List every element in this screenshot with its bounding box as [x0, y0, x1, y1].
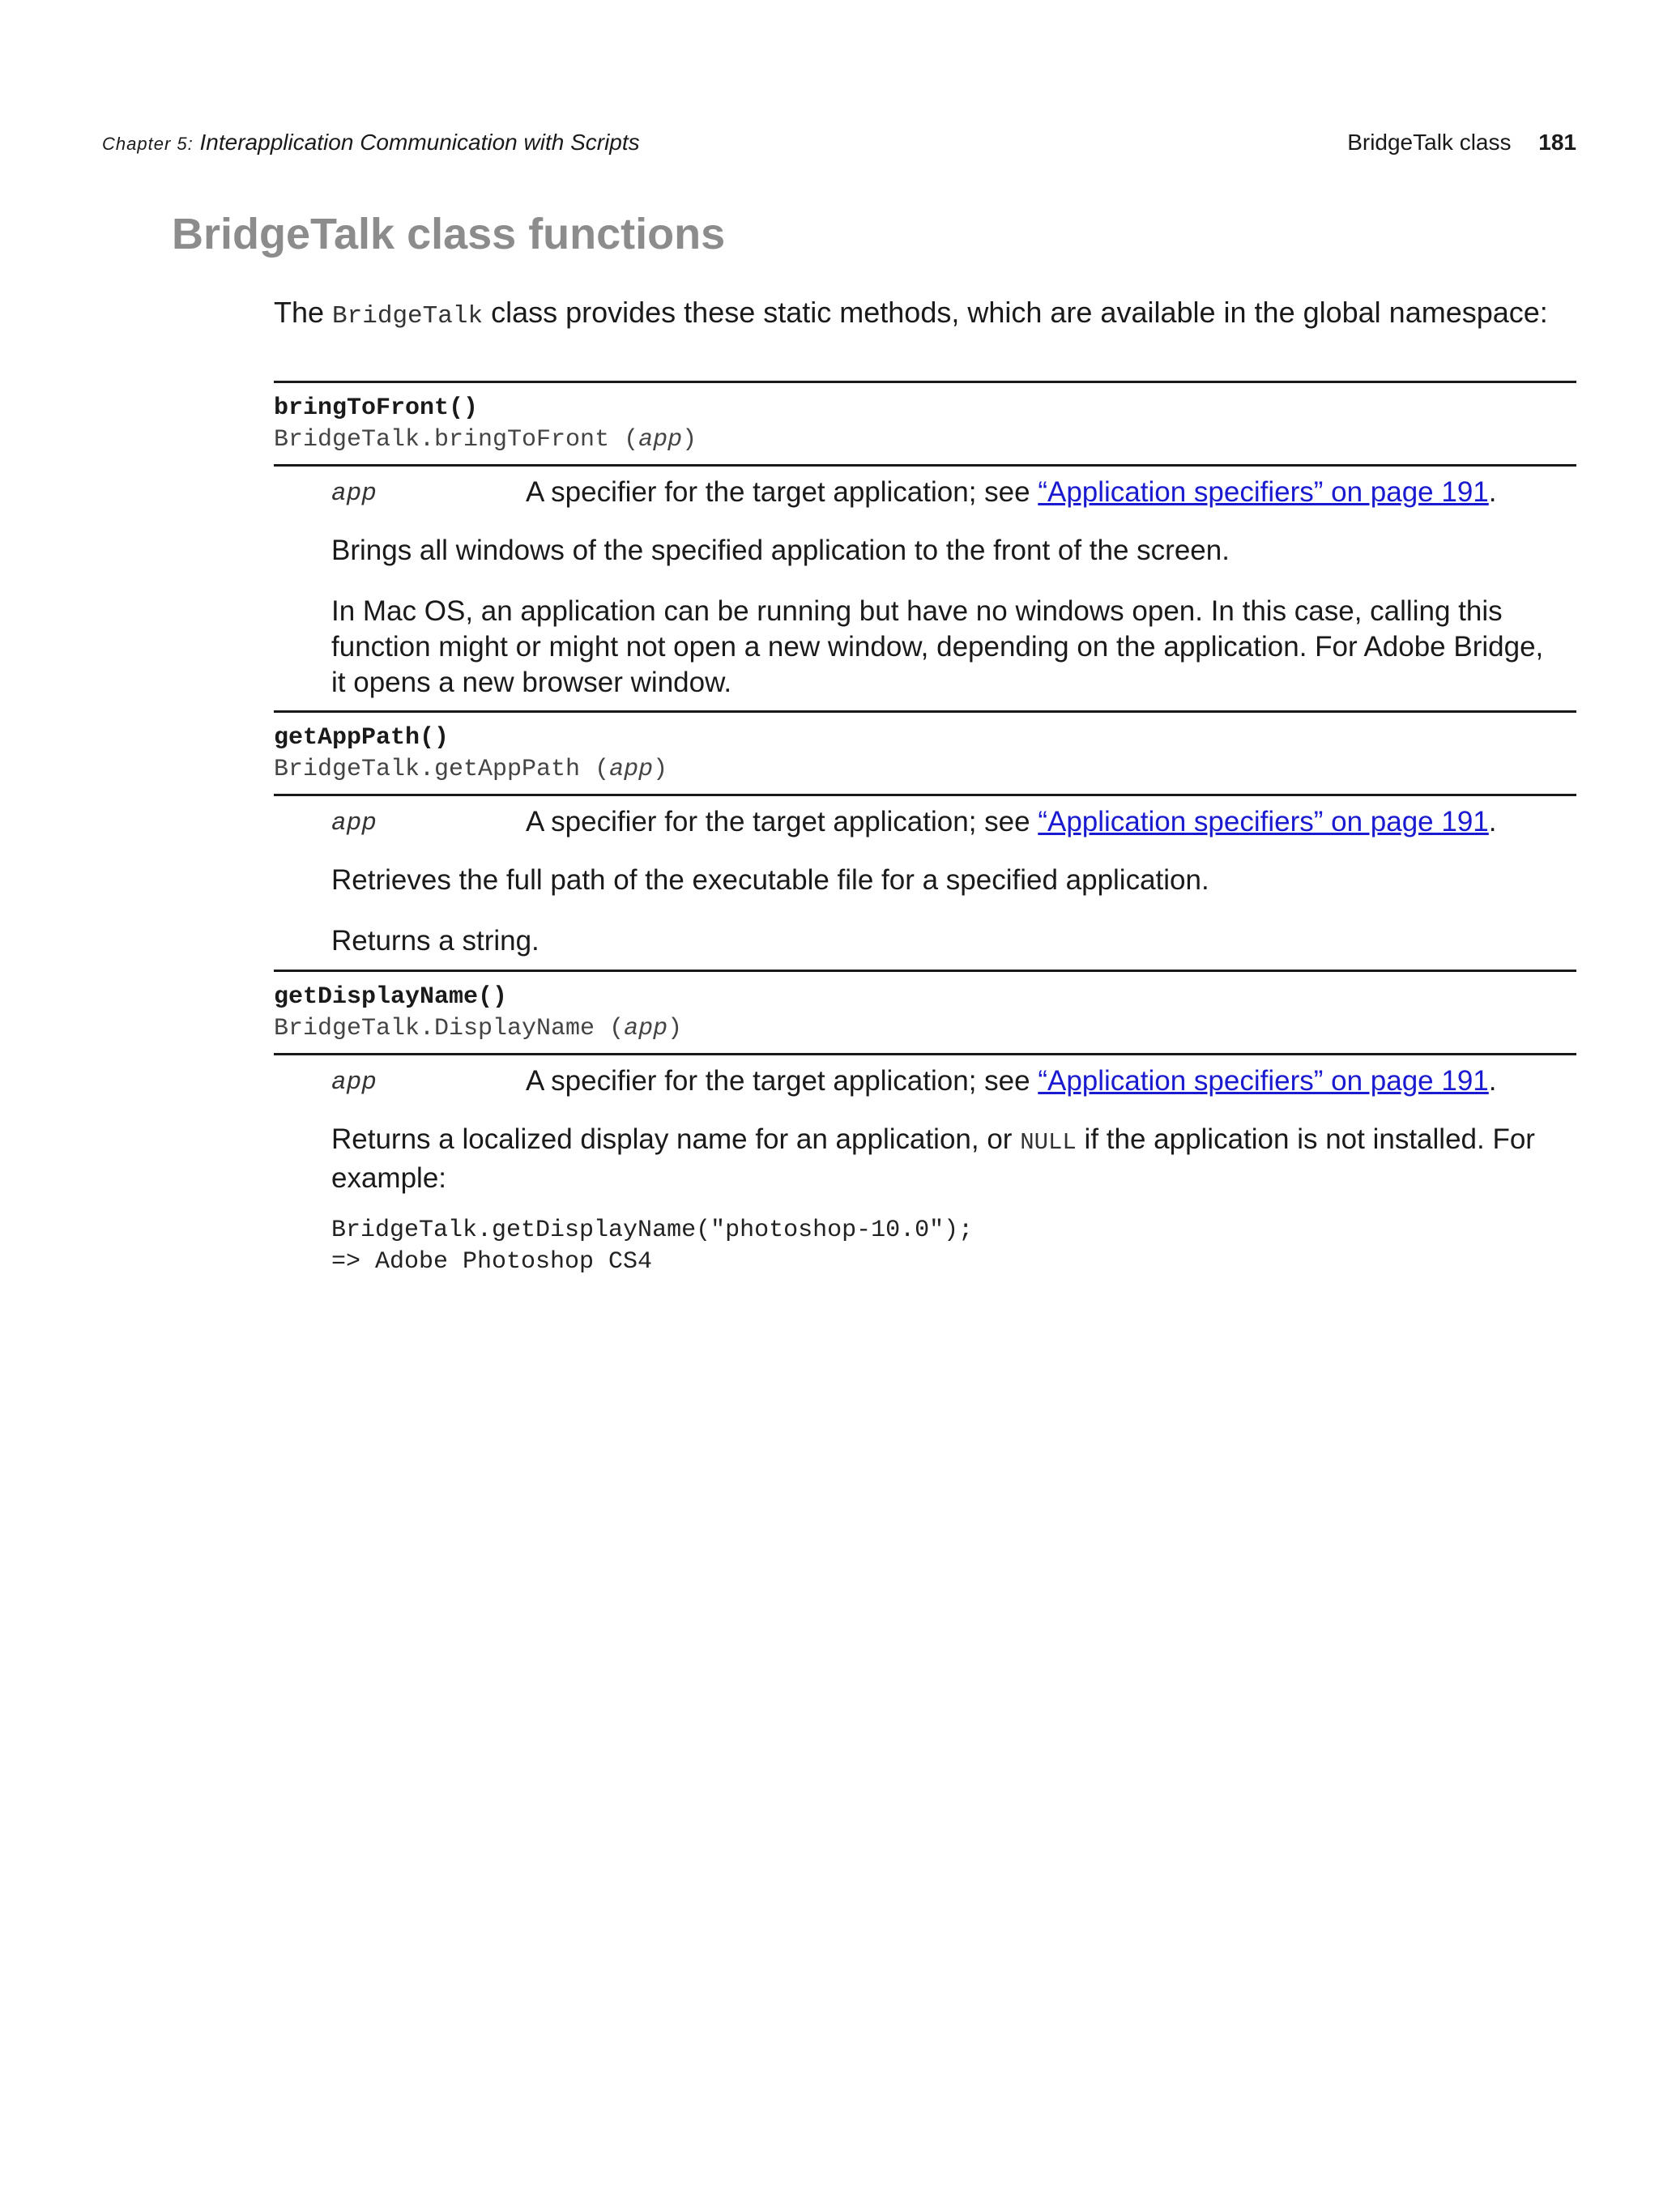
method-syntax: [274, 754, 667, 786]
code-line: => Adobe Photoshop CS4: [331, 1248, 653, 1276]
syntax-suffix: ): [653, 756, 668, 783]
returns-paragraph: [331, 1122, 1563, 1196]
returns-code: NULL: [1020, 1129, 1077, 1156]
intro-after: class provides these static methods, which are available in the global namespace:: [483, 296, 1548, 329]
intro-paragraph: [274, 296, 1570, 330]
method-signature: [274, 393, 697, 456]
method-name: bringToFront(): [274, 394, 479, 422]
method-syntax: [274, 424, 697, 456]
method-name: getDisplayName(): [274, 983, 508, 1011]
method-signature: [274, 982, 682, 1045]
syntax-param: app: [609, 756, 654, 783]
divider: [274, 794, 1576, 796]
chapter-prefix: Chapter 5:: [102, 134, 194, 154]
method-syntax: [274, 1013, 682, 1045]
section-name: BridgeTalk class: [1347, 130, 1512, 155]
intro-before: The: [274, 296, 333, 329]
param-description: [526, 476, 1497, 509]
divider: [274, 381, 1576, 383]
section-heading: [1347, 130, 1576, 156]
method-signature: [274, 722, 667, 786]
page-title: BridgeTalk class functions: [172, 210, 726, 258]
param-desc-end: .: [1488, 806, 1497, 837]
param-name: app: [331, 809, 377, 837]
param-desc-text: A specifier for the target application; see: [526, 806, 1038, 837]
divider: [274, 1053, 1576, 1055]
param-desc-end: .: [1488, 476, 1497, 508]
returns-after: if the application is not installed. For example:: [331, 1123, 1535, 1194]
chapter-title: Interapplication Communication with Scripts: [199, 130, 640, 155]
divider: [274, 710, 1576, 713]
divider: [274, 970, 1576, 972]
application-specifiers-link[interactable]: “Application specifiers” on page 191: [1038, 1065, 1489, 1097]
param-description: [526, 806, 1497, 838]
code-example: [331, 1215, 973, 1278]
page-number: 181: [1538, 130, 1576, 155]
description-paragraph: Returns a string.: [331, 925, 539, 957]
param-name: app: [331, 479, 377, 508]
intro-code: BridgeTalk: [332, 302, 484, 330]
application-specifiers-link[interactable]: “Application specifiers” on page 191: [1038, 806, 1489, 837]
param-desc-end: .: [1488, 1065, 1497, 1097]
param-desc-text: A specifier for the target application; see: [526, 1065, 1038, 1097]
syntax-prefix: BridgeTalk.DisplayName (: [274, 1015, 625, 1042]
page-header: [102, 130, 1576, 165]
code-line: BridgeTalk.getDisplayName("photoshop-10.0");: [331, 1217, 974, 1244]
syntax-prefix: BridgeTalk.bringToFront (: [274, 426, 639, 454]
application-specifiers-link[interactable]: “Application specifiers” on page 191: [1038, 476, 1489, 508]
chapter-heading: [102, 130, 640, 156]
syntax-suffix: ): [667, 1015, 683, 1042]
syntax-param: app: [624, 1015, 668, 1042]
param-description: [526, 1065, 1497, 1097]
method-name: getAppPath(): [274, 724, 450, 752]
param-name: app: [331, 1068, 377, 1097]
returns-before: Returns a localized display name for an application, or: [331, 1123, 1021, 1155]
param-desc-text: A specifier for the target application; see: [526, 476, 1038, 508]
divider: [274, 464, 1576, 467]
syntax-suffix: ): [682, 426, 697, 454]
syntax-prefix: BridgeTalk.getAppPath (: [274, 756, 610, 783]
description-paragraph: In Mac OS, an application can be running but have no windows open. In this case, calling this function might or might not open a new window, depending on the application. For Adobe Bridge, it opens a new browser window.: [331, 595, 1544, 698]
syntax-param: app: [638, 426, 683, 454]
description-paragraph: Retrieves the full path of the executable file for a specified application.: [331, 864, 1209, 896]
description-paragraph: Brings all windows of the specified application to the front of the screen.: [331, 535, 1230, 566]
